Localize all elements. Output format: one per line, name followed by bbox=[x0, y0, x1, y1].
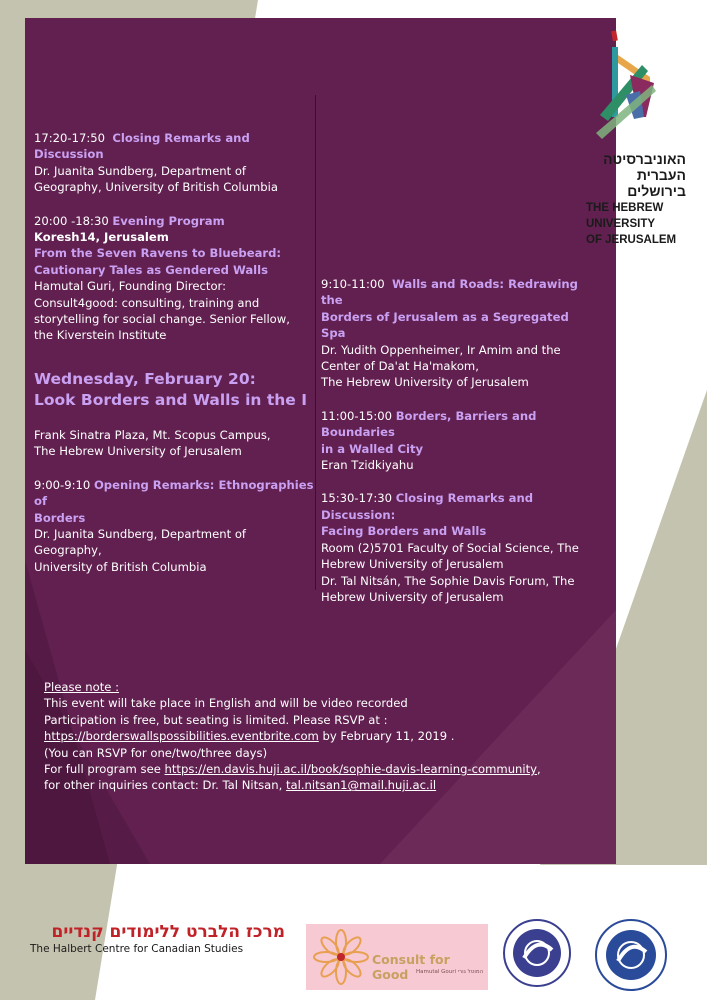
session-title: Walls and Roads: Redrawing the bbox=[321, 277, 578, 308]
session-title-cont: Facing Borders and Walls bbox=[321, 524, 487, 539]
speaker-line: Hamutal Guri, Founding Director: bbox=[34, 279, 227, 294]
speaker-line: Hebrew University of Jerusalem bbox=[321, 557, 504, 572]
speaker-line: Consult4good: consulting, training and bbox=[34, 295, 260, 310]
program-link[interactable]: https://en.davis.huji.ac.il/book/sophie-davis-learning-community bbox=[164, 762, 538, 777]
session-time: 17:20-17:50 bbox=[34, 131, 106, 145]
speaker-line: Eran Tzidkiyahu bbox=[321, 458, 414, 473]
location-line: The Hebrew University of Jerusalem bbox=[34, 444, 242, 459]
speaker-line: Dr. Juanita Sundberg, Department of bbox=[34, 163, 246, 178]
notes-section bbox=[44, 679, 604, 794]
speaker-line: Center of Da'at Ha'makom, bbox=[321, 359, 479, 374]
rsvp-deadline: by February 11, 2019 . bbox=[318, 729, 455, 744]
consult-for-good-sub: Hamutal Gouri המוטל גורי bbox=[416, 969, 484, 975]
university-name-english-line: THE HEBREW bbox=[586, 202, 664, 214]
speaker-line: Dr. Yudith Oppenheimer, Ir Amim and the bbox=[321, 342, 561, 357]
halbert-name-hebrew: מרכז הלברט ללימודים קנדיים bbox=[51, 922, 285, 942]
notes-line: This event will take place in English and will be video recorded bbox=[44, 696, 408, 711]
speaker-line: University of British Columbia bbox=[34, 559, 207, 574]
contact-email-link[interactable]: tal.nitsan1@mail.huji.ac.il bbox=[286, 778, 437, 793]
contact-prefix: for other inquiries contact: Dr. Tal Nitsan, bbox=[44, 778, 286, 793]
session-time: 20:00 -18:30 bbox=[34, 213, 109, 228]
speaker-line: Dr. Tal Nitsán, The Sophie Davis Forum, The bbox=[321, 573, 575, 588]
speaker-line: storytelling for social change. Senior Fellow, bbox=[34, 312, 290, 327]
program-suffix: , bbox=[537, 762, 541, 777]
day-heading-line: Wednesday, February 20: bbox=[34, 369, 256, 388]
session-title: Opening Remarks: Ethnographies of bbox=[34, 477, 314, 509]
speaker-line: the Kiverstein Institute bbox=[34, 328, 167, 343]
consult-for-good-logo bbox=[306, 924, 488, 990]
session-title: Closing Remarks and Discussion: bbox=[321, 491, 534, 522]
location-line: Frank Sinatra Plaza, Mt. Scopus Campus, bbox=[34, 427, 271, 442]
university-emblem-icon bbox=[590, 25, 660, 143]
university-name-hebrew-line: העברית bbox=[636, 167, 686, 183]
session-time: 9:10-11:00 bbox=[321, 277, 385, 291]
session-borders-barriers bbox=[321, 408, 593, 474]
university-name-english-line: OF JERUSALEM bbox=[586, 234, 677, 246]
university-name-english-line: UNIVERSITY bbox=[586, 218, 656, 230]
halbert-centre-logo bbox=[30, 922, 295, 956]
session-title-cont: Borders of Jerusalem as a Segregated Spa bbox=[321, 309, 569, 341]
day-location bbox=[34, 427, 316, 460]
halbert-name-english: The Halbert Centre for Canadian Studies bbox=[30, 943, 244, 955]
session-facing-borders bbox=[321, 490, 593, 605]
session-subtitle: From the Seven Ravens to Bluebeard: bbox=[34, 246, 282, 261]
session-title-cont: Borders bbox=[34, 510, 86, 525]
session-venue: Koresh14, Jerusalem bbox=[34, 230, 169, 245]
session-subtitle: Cautionary Tales as Gendered Walls bbox=[34, 262, 268, 277]
university-name-hebrew-line: בירושלים bbox=[627, 183, 686, 199]
session-walls-and-roads bbox=[321, 276, 593, 391]
flower-icon bbox=[310, 926, 372, 988]
notes-line: Participation is free, but seating is limited. Please RSVP at : bbox=[44, 712, 388, 727]
session-evening-program bbox=[34, 213, 316, 344]
left-column bbox=[34, 130, 316, 592]
session-title: Borders, Barriers and Boundaries bbox=[321, 408, 537, 440]
session-time: 15:30-17:30 bbox=[321, 491, 393, 506]
session-title: Evening Program bbox=[112, 213, 225, 228]
speaker-line: Dr. Juanita Sundberg, Department of Geography, bbox=[34, 526, 246, 558]
speaker-line: Geography, University of British Columbia bbox=[34, 180, 278, 195]
program-prefix: For full program see bbox=[44, 762, 165, 777]
session-time: 11:00-15:00 bbox=[321, 408, 393, 423]
right-column bbox=[321, 276, 593, 622]
notes-heading: Please note : bbox=[44, 680, 120, 694]
session-time: 9:00-9:10 bbox=[34, 477, 91, 492]
session-closing-remarks bbox=[34, 130, 316, 196]
speaker-line: Hebrew University of Jerusalem bbox=[321, 589, 504, 604]
session-title: Closing Remarks and Discussion bbox=[34, 131, 250, 162]
rsvp-link[interactable]: https://borderswallspossibilities.eventbrite.com bbox=[44, 729, 319, 744]
session-title-cont: in a Walled City bbox=[321, 441, 424, 456]
speaker-line: Room (2)5701 Faculty of Social Science, The bbox=[321, 540, 579, 555]
speaker-line: The Hebrew University of Jerusalem bbox=[321, 375, 529, 390]
forum-seal-icon bbox=[502, 918, 572, 988]
day-heading-line: Look Borders and Walls in the I bbox=[34, 390, 307, 409]
footer-logos bbox=[0, 900, 707, 1000]
university-name bbox=[586, 151, 696, 247]
university-name-hebrew-line: האוניברסיטה bbox=[603, 151, 686, 167]
notes-line: (You can RSVP for one/two/three days) bbox=[44, 745, 268, 760]
institute-seal-icon bbox=[594, 918, 668, 992]
hebrew-university-logo bbox=[586, 25, 696, 255]
session-opening-remarks bbox=[34, 477, 316, 575]
consult-for-good-name: Consult for Good bbox=[372, 952, 450, 982]
day-heading bbox=[34, 369, 316, 411]
